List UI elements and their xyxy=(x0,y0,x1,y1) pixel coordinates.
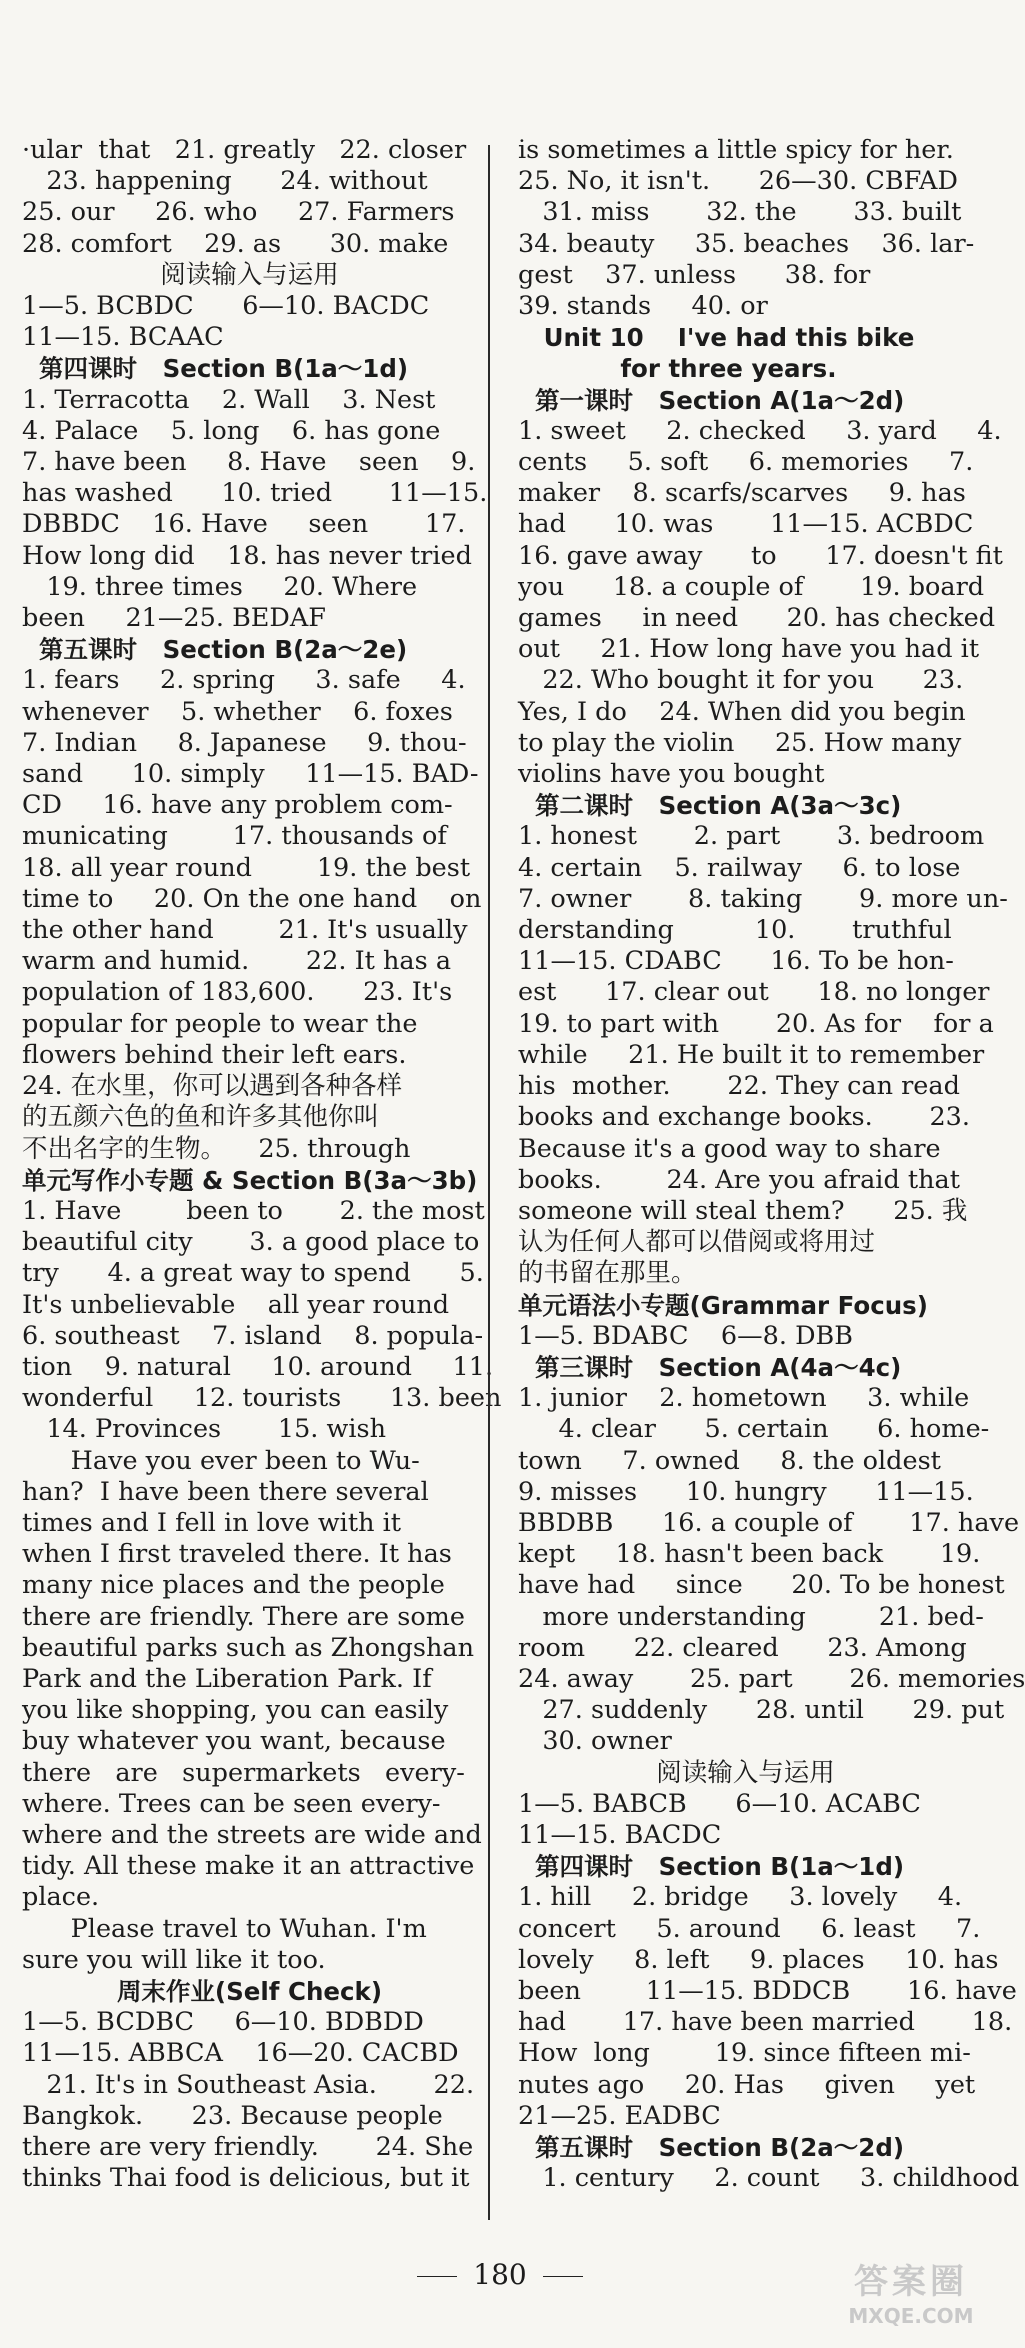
answer-line: DBBDC 16. Have seen 17. xyxy=(22,509,466,540)
answer-line: 1—5. BABCB 6—10. ACABC xyxy=(518,1788,921,1819)
answer-line: books. 24. Are you afraid that xyxy=(518,1164,961,1195)
answer-line: had 10. was 11—15. ACBDC xyxy=(518,509,974,540)
answer-line: Please travel to Wuhan. I'm xyxy=(22,1913,427,1944)
answer-line: 4. Palace 5. long 6. has gone xyxy=(22,415,441,446)
answer-line: beautiful city 3. a good place to xyxy=(22,1227,480,1258)
section-heading: 周末作业(Self Check) xyxy=(116,1976,383,2006)
answer-line: had 17. have been married 18. xyxy=(518,2007,1013,2038)
watermark-logo xyxy=(836,2260,986,2338)
answer-line: 34. beauty 35. beaches 36. lar- xyxy=(518,228,975,259)
section-heading: 单元语法小专题(Grammar Focus) xyxy=(518,1290,928,1320)
answer-line: 认为任何人都可以借阅或将用过 xyxy=(518,1227,876,1258)
right-column xyxy=(518,135,1025,2194)
answer-line: there are friendly. There are some xyxy=(22,1601,465,1632)
answer-line: 1—5. BCDBC 6—10. BDBDD xyxy=(22,2007,424,2038)
answer-line: where. Trees can be seen every- xyxy=(22,1788,441,1819)
answer-line: 1. sweet 2. checked 3. yard 4. xyxy=(518,415,1002,446)
answer-line: place. xyxy=(22,1882,100,1913)
answer-line: 1. junior 2. hometown 3. while xyxy=(518,1383,970,1414)
answer-line: wonderful 12. tourists 13. been xyxy=(22,1383,502,1414)
answer-line: han? I have been there several xyxy=(22,1476,429,1507)
answer-line: 的书留在那里。 xyxy=(518,1258,697,1289)
answer-line: 1. Have been to 2. the most xyxy=(22,1195,485,1226)
answer-line: whenever 5. whether 6. foxes xyxy=(22,696,453,727)
answer-line: concert 5. around 6. least 7. xyxy=(518,1913,981,1944)
section-heading: 第四课时 Section B(1a～1d) xyxy=(22,354,409,384)
answer-line: violins have you bought xyxy=(518,759,825,790)
section-heading: 单元写作小专题 & Section B(3a～3b) xyxy=(22,1165,478,1195)
answer-line: been 11—15. BDDCB 16. have xyxy=(518,1975,1017,2006)
answer-line: many nice places and the people xyxy=(22,1570,445,1601)
answer-line: 14. Provinces 15. wish xyxy=(22,1414,387,1445)
answer-line: 21—25. EADBC xyxy=(518,2100,721,2131)
answer-line: flowers behind their left ears. xyxy=(22,1039,407,1070)
answer-line: sure you will like it too. xyxy=(22,1944,326,1975)
answer-line: 不出名字的生物。 25. through xyxy=(22,1133,411,1164)
watermark-top-text: 答案圈 xyxy=(854,2262,968,2302)
answer-line: 1—5. BCBDC 6—10. BACDC xyxy=(22,291,430,322)
answer-line: 阅读输入与运用 xyxy=(656,1757,835,1788)
answer-line: 11—15. ABBCA 16—20. CACBD xyxy=(22,2038,459,2069)
section-heading: for three years. xyxy=(518,354,837,384)
answer-line: books and exchange books. 23. xyxy=(518,1102,971,1133)
answer-line: times and I fell in love with it xyxy=(22,1507,402,1538)
answer-line: been 21—25. BEDAF xyxy=(22,603,326,634)
column-divider xyxy=(488,145,490,2220)
answer-line: maker 8. scarfs/scarves 9. has xyxy=(518,478,966,509)
answer-line: there are very friendly. 24. She xyxy=(22,2132,474,2162)
answer-line: time to 20. On the one hand on xyxy=(22,883,482,914)
answer-line: 39. stands 40. or xyxy=(518,291,768,322)
answer-line: someone will steal them? 25. 我 xyxy=(518,1195,968,1226)
answer-line: 阅读输入与运用 xyxy=(160,259,339,290)
section-heading: 第五课时 Section B(2a～2d) xyxy=(518,2133,905,2162)
answer-line: try 4. a great way to spend 5. xyxy=(22,1258,484,1289)
answer-line: 7. Indian 8. Japanese 9. thou- xyxy=(22,727,467,758)
answer-line: to play the violin 25. How many xyxy=(518,727,962,758)
answer-line: derstanding 10. truthful xyxy=(518,915,952,946)
answer-line: 16. gave away to 17. doesn't fit xyxy=(518,540,1003,571)
answer-line: 11—15. CDABC 16. To be hon- xyxy=(518,946,954,977)
answer-line: 21. It's in Southeast Asia. 22. xyxy=(22,2069,475,2100)
answer-line: the other hand 21. It's usually xyxy=(22,915,468,946)
answer-line: 7. have been 8. Have seen 9. xyxy=(22,447,476,478)
answer-line: 9. misses 10. hungry 11—15. xyxy=(518,1476,974,1507)
answer-line: town 7. owned 8. the oldest xyxy=(518,1445,941,1476)
answer-line: thinks Thai food is delicious, but it xyxy=(22,2163,470,2194)
answer-line: tion 9. natural 10. around 11. xyxy=(22,1351,494,1382)
footer-dash-right xyxy=(543,2276,583,2277)
section-heading: 第二课时 Section A(3a～3c) xyxy=(518,791,902,821)
answer-line: gest 37. unless 38. for xyxy=(518,259,871,290)
answer-line: cents 5. soft 6. memories 7. xyxy=(518,447,974,478)
footer-dash-left xyxy=(417,2276,457,2277)
answer-line: 1. hill 2. bridge 3. lovely 4. xyxy=(518,1882,963,1913)
left-column xyxy=(22,135,502,2194)
section-heading: 第四课时 Section B(1a～1d) xyxy=(518,1852,905,1882)
answer-line: games in need 20. has checked xyxy=(518,603,996,634)
answer-line: more understanding 21. bed- xyxy=(518,1601,984,1632)
answer-line: 4. certain 5. railway 6. to lose xyxy=(518,852,961,883)
answer-line: has washed 10. tried 11—15. xyxy=(22,478,488,509)
section-heading: Unit 10 I've had this bike xyxy=(518,323,915,353)
answer-line: BBDBB 16. a couple of 17. have xyxy=(518,1507,1020,1538)
answer-line: 11—15. BACDC xyxy=(518,1819,722,1850)
answer-line: where and the streets are wide and xyxy=(22,1819,482,1850)
answer-line: Because it's a good way to share xyxy=(518,1133,941,1164)
answer-line: How long did 18. has never tried xyxy=(22,540,472,571)
answer-line: 1. Terracotta 2. Wall 3. Nest xyxy=(22,384,436,415)
answer-line: his mother. 22. They can read xyxy=(518,1071,960,1102)
answer-line: is sometimes a little spicy for her. xyxy=(518,135,954,165)
answer-line: sand 10. simply 11—15. BAD- xyxy=(22,759,479,790)
section-heading: 第三课时 Section A(4a～4c) xyxy=(518,1352,902,1382)
watermark-bottom-text: MXQE.COM xyxy=(848,2304,974,2328)
answer-line: you 18. a couple of 19. board xyxy=(518,571,985,602)
answer-line: Yes, I do 24. When did you begin xyxy=(518,696,966,727)
answer-line: population of 183,600. 23. It's xyxy=(22,977,453,1008)
answer-line: 1—5. BDABC 6—8. DBB xyxy=(518,1320,853,1351)
answer-line: nutes ago 20. Has given yet xyxy=(518,2069,976,2100)
answer-line: 25. No, it isn't. 26—30. CBFAD xyxy=(518,166,958,197)
answer-line: 24. away 25. part 26. memories xyxy=(518,1663,1025,1694)
answer-line: Bangkok. 23. Because people xyxy=(22,2100,443,2131)
answer-line: How long 19. since fifteen mi- xyxy=(518,2038,971,2069)
answer-line: have had since 20. To be honest xyxy=(518,1570,1005,1601)
answer-line: 31. miss 32. the 33. built xyxy=(518,197,962,228)
answer-line: 30. owner xyxy=(518,1726,672,1757)
answer-line: you like shopping, you can easily xyxy=(22,1695,449,1726)
answer-line: 1. century 2. count 3. childhood xyxy=(518,2163,1020,2194)
section-heading: 第五课时 Section B(2a～2e) xyxy=(22,635,408,665)
answer-line: municating 17. thousands of xyxy=(22,821,447,852)
answer-line: while 21. He built it to remember xyxy=(518,1039,985,1070)
answer-line: warm and humid. 22. It has a xyxy=(22,946,452,977)
section-heading: 第一课时 Section A(1a～2d) xyxy=(518,385,905,415)
answer-line: 22. Who bought it for you 23. xyxy=(518,665,964,696)
answer-line: 18. all year round 19. the best xyxy=(22,852,471,883)
answer-line: It's unbelievable all year round xyxy=(22,1289,450,1320)
answer-line: 24. 在水里，你可以遇到各种各样 xyxy=(22,1071,403,1102)
answer-line: 1. honest 2. part 3. bedroom xyxy=(518,821,985,852)
answer-line: 19. to part with 20. As for for a xyxy=(518,1008,994,1039)
answer-line: room 22. cleared 23. Among xyxy=(518,1632,967,1663)
answer-line: 28. comfort 29. as 30. make xyxy=(22,228,449,259)
answer-line: 7. owner 8. taking 9. more un- xyxy=(518,883,1008,914)
answer-line: tidy. All these make it an attractive xyxy=(22,1851,475,1882)
page-number: 180 xyxy=(473,2258,527,2291)
answer-line: 1. fears 2. spring 3. safe 4. xyxy=(22,665,466,696)
answer-line: CD 16. have any problem com- xyxy=(22,790,453,821)
answer-line: est 17. clear out 18. no longer xyxy=(518,977,990,1008)
answer-line: Park and the Liberation Park. If xyxy=(22,1663,432,1694)
answer-line: 27. suddenly 28. until 29. put xyxy=(518,1695,1005,1726)
answer-line: 25. our 26. who 27. Farmers xyxy=(22,197,455,228)
answer-line: 19. three times 20. Where xyxy=(22,571,418,602)
answer-line: when I first traveled there. It has xyxy=(22,1539,452,1570)
answer-line: Have you ever been to Wu- xyxy=(22,1445,420,1476)
answer-line: ·ular that 21. greatly 22. closer xyxy=(22,135,467,165)
answer-line: 11—15. BCAAC xyxy=(22,322,224,353)
answer-line: lovely 8. left 9. places 10. has xyxy=(518,1944,999,1975)
answer-line: 4. clear 5. certain 6. home- xyxy=(518,1414,990,1445)
answer-line: kept 18. hasn't been back 19. xyxy=(518,1539,981,1570)
answer-line: 23. happening 24. without xyxy=(22,166,428,197)
answer-line: out 21. How long have you had it xyxy=(518,634,980,665)
answer-line: there are supermarkets every- xyxy=(22,1757,465,1788)
answer-line: beautiful parks such as Zhongshan xyxy=(22,1632,475,1663)
answer-line: 的五颜六色的鱼和许多其他你叫 xyxy=(22,1102,380,1133)
answer-line: popular for people to wear the xyxy=(22,1008,418,1039)
answer-line: buy whatever you want, because xyxy=(22,1726,446,1757)
answer-line: 6. southeast 7. island 8. popula- xyxy=(22,1320,484,1351)
